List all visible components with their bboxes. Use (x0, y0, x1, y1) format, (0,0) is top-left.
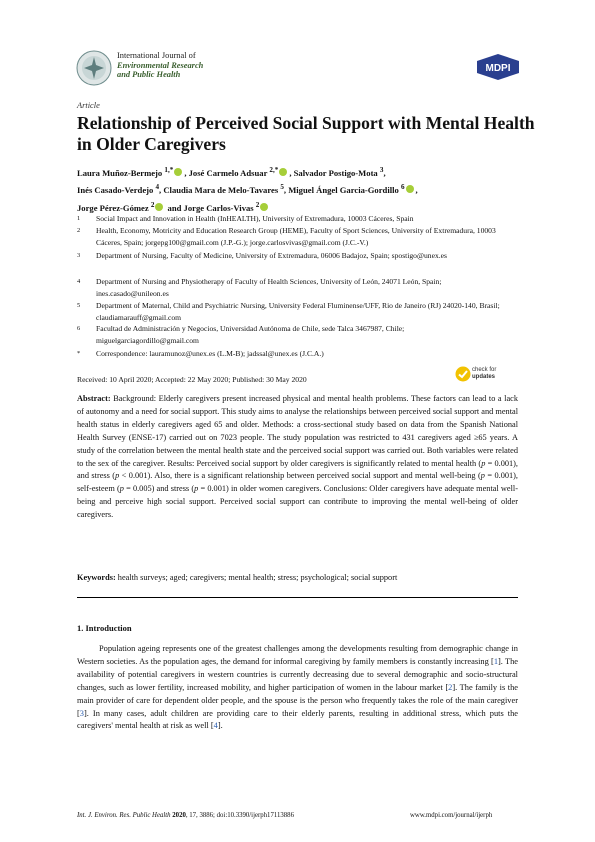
introduction-body (77, 643, 518, 733)
author-name: Inés Casado-Verdejo (77, 185, 156, 196)
keywords (77, 573, 518, 582)
abstract-text: Background: Elderly caregivers present increased physical and mental health problems. These factors can lead to a lack of autonomy and a need for social support. This study aims to analyse the relationships between perceived social support and mental health status in elderly caregivers aged 65 and older. Methods: a cross-sectional study based on data from the Spanish National Health Survey (ENSE-17) carried out on 7023 people. The study population was restricted to 431 caregivers aged ≥65 years. A study of the correlation between the mental health state and the perceived social support was carried out. Both variables were related to the sex of the caregiver. Results: Perceived social support by older caregivers is significantly related to mental health ( (77, 394, 518, 468)
author-name: , Miguel Ángel Garcia-Gordillo (283, 185, 401, 196)
affiliation-number: 6 (77, 325, 81, 332)
author-affil-mark: 1,* (164, 166, 174, 174)
correspondence-mark: * (77, 350, 81, 357)
intro-text: Population ageing represents one of the greatest challenges among the developments resulting from demographic change in Western societies. As the population ages, the demand for informal caregiving by family members is constantly increasing [ (77, 644, 518, 666)
check-for-updates-icon[interactable] (455, 366, 471, 387)
author-name: and Jorge Carlos-Vivas (165, 202, 256, 213)
author-name: Jorge Pérez-Gómez (77, 202, 151, 213)
author-name: , Claudia Mara de Melo-Tavares (159, 185, 281, 196)
intro-text: ]. In many cases, adult children are providing care to their elderly parents, resulting in additional stress, which puts the caregivers' mental health at risk as well [ (77, 708, 518, 731)
affiliation-text: Health, Economy, Motricity and Education Research Group (HEME), Faculty of Sport Sciences, University of Extremadura, 10003 Cáceres, Spain; jorgepg100@gmail.com (J.P.-G.); jorge.carlosvivas@gmail.com (J.C.-V.) (96, 226, 496, 247)
author-affil-mark: 2 (150, 200, 155, 209)
author-affil-mark: 6 (400, 183, 405, 192)
author-affil-mark: 2 (255, 200, 260, 209)
paper-title: Relationship of Perceived Social Support with Mental Health in Older Caregivers (77, 113, 535, 154)
abstract (77, 393, 518, 522)
journal-logo (76, 50, 112, 91)
citation-link[interactable]: 3 (79, 708, 84, 718)
citation-link[interactable]: 2 (448, 682, 453, 692)
author-affil-mark: 4 (155, 183, 160, 192)
footer-year: 2020 (172, 812, 186, 819)
abstract-text: = 0.001), self-esteem ( (77, 471, 518, 494)
affiliation-text: Social Impact and Innovation in Health (InHEALTH), University of Extremadura, 10003 Cáceres, Spain (96, 214, 414, 223)
author-name: , José Carmelo Adsuar (184, 167, 270, 178)
affiliation-number: 1 (77, 215, 81, 222)
author-affil-mark: 2,* (269, 166, 279, 174)
citation-link[interactable]: 4 (213, 721, 218, 731)
affiliation-text: Facultad de Administración y Negocios, Universidad Autónoma de Chile, sede Talca 3467987, Chile; miguelgarciagordillo@gmail.com (96, 324, 405, 345)
check-for-updates-button[interactable] (472, 367, 496, 380)
journal-name-line1: International Journal of (117, 51, 196, 60)
section-heading: 1. Introduction (77, 623, 132, 633)
author-separator: , (383, 167, 386, 178)
abstract-label: Abstract: (77, 394, 111, 403)
orcid-icon[interactable] (279, 168, 287, 176)
abstract-text-italic: p (115, 471, 120, 481)
abstract-text: = 0.005) and stress ( (123, 484, 195, 494)
check-for-updates-line2: updates (472, 373, 496, 380)
abstract-text: = 0.001), and stress ( (77, 458, 518, 481)
affiliation-number: 4 (77, 278, 81, 285)
article-type: Article (77, 101, 100, 110)
keywords-text: health surveys; aged; caregivers; mental health; stress; psychological; social support (115, 573, 398, 582)
affiliation-text: Department of Nursing and Physiotherapy of Faculty of Health Sciences, University of León, 24071 León, Spain; ines.casado@unileon.es (96, 277, 442, 298)
abstract-text-italic: p (481, 458, 486, 468)
abstract-text-italic: p (194, 484, 199, 494)
author-name: , Salvador Postigo-Mota (289, 167, 380, 178)
orcid-icon[interactable] (174, 168, 182, 176)
affiliation-text: Department of Maternal, Child and Psychiatric Nursing, University Federal Fluminense/UFF, Rio de Janeiro (RJ) 24020-140, Brasil; claudiamarauff@gmail.com (96, 301, 500, 322)
affiliation-text: Department of Nursing, Faculty of Medicine, University of Extremadura, 06006 Badajoz, Spain; spostigo@unex.es (96, 251, 447, 260)
intro-text: ]. The family is the main provider of care for dependent older people, and the spouse is the person who frequently takes the role of the main caregiver [ (77, 682, 519, 718)
affiliation-number: 2 (77, 227, 81, 234)
orcid-icon[interactable] (406, 185, 414, 193)
check-for-updates-line1: check for (472, 367, 497, 373)
section-divider (77, 597, 518, 598)
affiliation-number: 5 (77, 302, 81, 309)
footer-journal: Int. J. Environ. Res. Public Health (77, 812, 173, 819)
author-affil-mark: 3 (379, 166, 384, 174)
mdpi-logo (476, 54, 520, 85)
footer-journal-url[interactable]: www.mdpi.com/journal/ijerph (410, 812, 493, 819)
orcid-icon[interactable] (260, 203, 268, 211)
journal-name-line3: and Public Health (117, 70, 181, 80)
abstract-text-italic: p (480, 471, 485, 481)
journal-name-line2: Environmental Research (117, 60, 204, 70)
citation-link[interactable]: 1 (493, 656, 498, 666)
intro-text: ]. (217, 721, 223, 731)
journal-name (117, 51, 203, 80)
abstract-text-italic: p (119, 484, 124, 494)
author-affil-mark: 5 (280, 183, 284, 192)
author-list: Laura Muñoz-Bermejo $^{1,*}$ , José Carmelo Adsuar $^{2,*}$ , Salvador Postigo-Mota $^3$, Inés Casado-Verdejo $^4$, Claudia Mara de Melo-Tavares $^5$, Miguel Ángel Garcia-Gordillo $^6$ , Jorge Pérez-Gómez $^2$ and Jorge Carlos-Vivas $^2$ (77, 166, 418, 213)
footer-citation (77, 812, 294, 819)
orcid-icon[interactable] (155, 203, 163, 211)
affiliation-number: 3 (77, 252, 81, 259)
paragraph (77, 643, 518, 733)
keywords-label: Keywords: (77, 573, 116, 582)
intro-text: ]. The availability of potential caregivers in western countries is currently decreasing due to several demographic and socio-structural changes, such as lower fertility, increased mobility, and higher participation of women in the labour market [ (77, 656, 518, 692)
correspondence-text: Correspondence: lauramunoz@unex.es (L.M-B); jadssal@unex.es (J.C.A.) (96, 349, 324, 358)
footer-volume-doi: , 17, 3886; doi:10.3390/ijerph17113886 (185, 812, 294, 819)
abstract-text: < 0.001). Also, there is a significant relationship between perceived social support and mental well-being ( (119, 471, 481, 481)
publication-dates: Received: 10 April 2020; Accepted: 22 May 2020; Published: 30 May 2020 (77, 375, 307, 384)
abstract-text: = 0.001) in older women caregivers. Conclusions: Older caregivers have adequate mental well-being and perceive high social support. Perceived social support can contribute to improving the mental well-being of older caregivers. (77, 484, 518, 520)
mdpi-logo-text: MDPI (485, 63, 511, 74)
author-name: Laura Muñoz-Bermejo (77, 167, 165, 178)
